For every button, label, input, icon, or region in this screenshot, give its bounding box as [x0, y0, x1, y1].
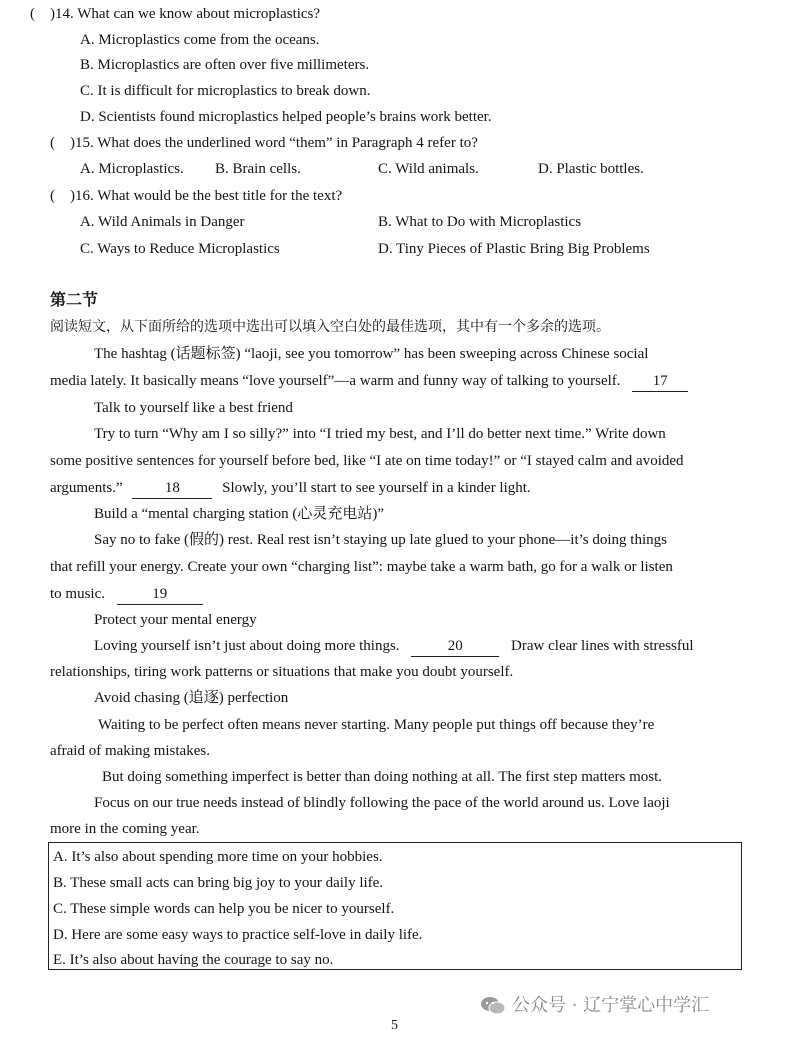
- passage-line: But doing something imperfect is better than doing nothing at all. The first step matters most.: [102, 769, 663, 785]
- passage-line: some positive sentences for yourself before bed, like “I ate on time today!” or “I stayed calm and avoided: [50, 453, 684, 469]
- blank-17[interactable]: 17: [632, 371, 688, 392]
- option-a: A. It’s also about spending more time on your hobbies.: [53, 849, 383, 865]
- watermark: [480, 994, 709, 1018]
- passage-line: relationships, tiring work patterns or situations that make you doubt yourself.: [50, 664, 514, 680]
- passage-line: [50, 371, 688, 392]
- question-16-stem: ( )16. What would be the best title for the text?: [50, 188, 343, 204]
- question-14-option-c: C. It is difficult for microplastics to break down.: [80, 83, 371, 99]
- subheading-avoid-chasing-perfection: Avoid chasing (追逐) perfection: [94, 690, 289, 706]
- question-15-option-d: D. Plastic bottles.: [538, 161, 644, 177]
- blank-18[interactable]: 18: [132, 478, 212, 499]
- question-15-option-c: C. Wild animals.: [378, 161, 479, 177]
- question-16-option-a: A. Wild Animals in Danger: [80, 214, 245, 230]
- passage-line: Say no to fake (假的) rest. Real rest isn’t staying up late glued to your phone—it’s doing things: [94, 532, 667, 548]
- passage-line: that refill your energy. Create your own “charging list”: maybe take a warm bath, go for a walk or listen: [50, 559, 673, 575]
- question-16-option-b: B. What to Do with Microplastics: [378, 214, 582, 230]
- passage-text: Slowly, you’ll start to see yourself in a kinder light.: [222, 480, 531, 496]
- passage-line: Waiting to be perfect often means never starting. Many people put things off because they’re: [98, 717, 655, 733]
- option-d: D. Here are some easy ways to practice self-love in daily life.: [53, 927, 423, 943]
- passage-line: The hashtag (话题标签) “laoji, see you tomorrow” has been sweeping across Chinese social: [94, 346, 649, 362]
- question-16-option-c: C. Ways to Reduce Microplastics: [80, 241, 280, 257]
- question-15-stem: ( )15. What does the underlined word “them” in Paragraph 4 refer to?: [50, 135, 478, 151]
- passage-line: Focus on our true needs instead of blindly following the pace of the world around us. Love laoji: [94, 795, 670, 811]
- subheading-mental-charging-station: Build a “mental charging station (心灵充电站)”: [94, 506, 385, 522]
- section-instruction: 阅读短文，从下面所给的选项中选出可以填入空白处的最佳选项，其中有一个多余的选项。: [50, 319, 610, 335]
- watermark-text: 公众号 · 辽宁掌心中学汇: [512, 995, 710, 1016]
- subheading-protect-mental-energy: Protect your mental energy: [94, 612, 257, 628]
- blank-20[interactable]: 20: [411, 636, 499, 657]
- option-b: B. These small acts can bring big joy to your daily life.: [53, 875, 384, 891]
- passage-text: media lately. It basically means “love yourself”—a warm and funny way of talking to yourself.: [50, 373, 621, 389]
- passage-line: [50, 478, 531, 499]
- question-14-option-d: D. Scientists found microplastics helped people’s brains work better.: [80, 109, 492, 125]
- options-box: [48, 842, 742, 970]
- passage-line: [94, 636, 694, 657]
- page-number: 5: [391, 1018, 398, 1033]
- passage-line: [50, 584, 203, 605]
- section-heading: 第二节: [50, 290, 99, 309]
- question-14-stem: ( )14. What can we know about microplastics?: [30, 6, 321, 22]
- passage-text: to music.: [50, 586, 105, 602]
- option-e: E. It’s also about having the courage to say no.: [53, 952, 334, 968]
- passage-text: Loving yourself isn’t just about doing more things.: [94, 638, 400, 654]
- passage-line: more in the coming year.: [50, 821, 200, 837]
- question-14-option-b: B. Microplastics are often over five millimeters.: [80, 57, 370, 73]
- question-15-option-b: B. Brain cells.: [215, 161, 301, 177]
- blank-19[interactable]: 19: [117, 584, 203, 605]
- passage-text: arguments.”: [50, 480, 123, 496]
- subheading-talk-to-yourself: Talk to yourself like a best friend: [94, 400, 293, 416]
- passage-line: afraid of making mistakes.: [50, 743, 210, 759]
- option-c: C. These simple words can help you be nicer to yourself.: [53, 901, 395, 917]
- question-15-option-a: A. Microplastics.: [80, 161, 184, 177]
- passage-text: Draw clear lines with stressful: [511, 638, 694, 654]
- question-16-option-d: D. Tiny Pieces of Plastic Bring Big Problems: [378, 241, 650, 257]
- wechat-icon: [480, 996, 506, 1016]
- question-14-option-a: A. Microplastics come from the oceans.: [80, 32, 320, 48]
- passage-line: Try to turn “Why am I so silly?” into “I tried my best, and I’ll do better next time.” Write down: [94, 426, 666, 442]
